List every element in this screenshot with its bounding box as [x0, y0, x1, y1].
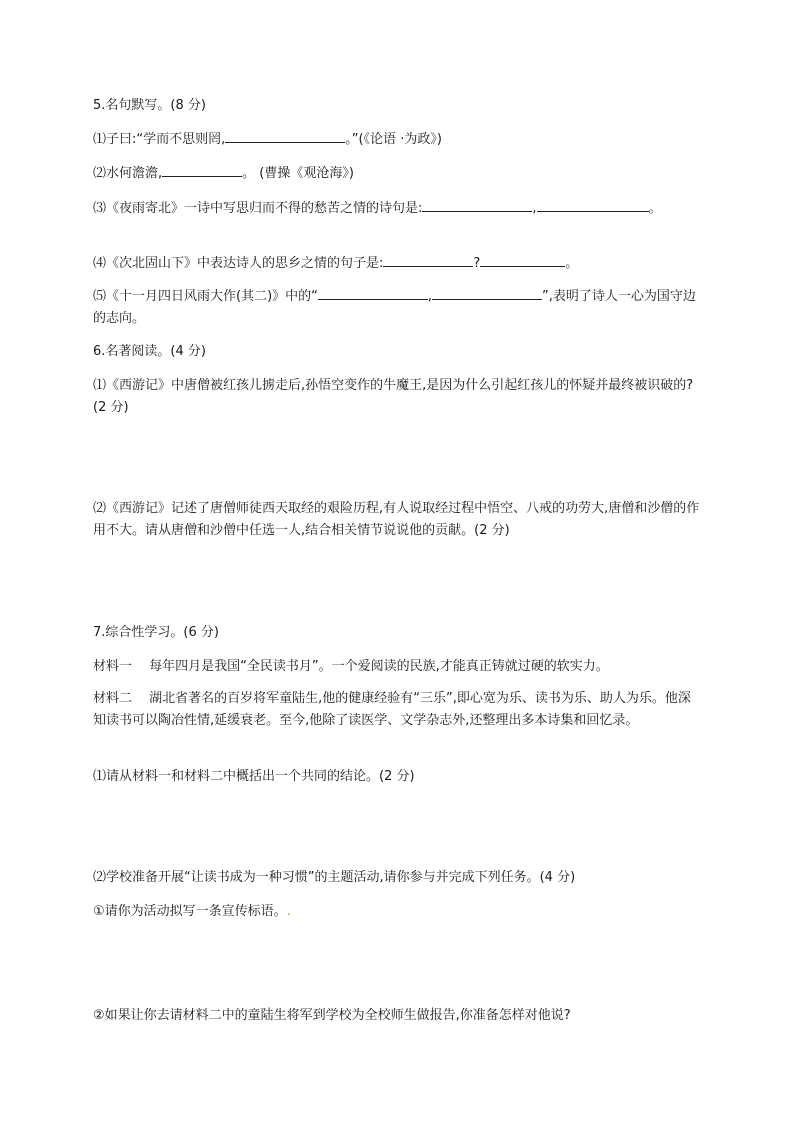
q5-item-4	[93, 254, 578, 273]
q5-item-4-sep: ?	[473, 256, 481, 271]
q5-item-5	[93, 286, 703, 330]
q5-item-3	[93, 199, 662, 218]
q7-title: 7.综合性学习。(6 分)	[93, 625, 219, 640]
q7-task-1-text: ①请你为活动拟写一条宣传标语。	[93, 904, 287, 919]
q7-sub-question-2: ⑵学校准备开展“让读书成为一种习惯”的主题活动,请你参与并完成下列任务。(4 分)	[93, 870, 576, 885]
q6-title: 6.名著阅读。(4 分)	[93, 344, 206, 359]
q7-material-2: 材料二 湖北省著名的百岁将军童陆生,他的健康经验有“三乐”,即心宽为乐、读书为乐、助人为乐。他深知读书可以陶冶性情,延缓衰老。至今,他除了读医学、文学杂志外,还整理出多本诗集和回忆录。	[93, 691, 691, 728]
q5-item-3-sep: ,	[532, 201, 537, 216]
q5-item-5-text: ⑸《十一月四日风雨大作(其二)》中的“	[93, 289, 318, 304]
q5-item-5-end: ”,表明了诗人一心为国守边的志向。	[93, 289, 696, 326]
answer-blank[interactable]	[318, 287, 428, 300]
q5-title: 5.名句默写。(8 分)	[93, 98, 206, 113]
answer-blank[interactable]	[480, 254, 565, 267]
q5-item-1-source: 。”(《论语 ·为政》)	[345, 132, 442, 147]
q5-item-3-end: 。	[648, 201, 662, 216]
q7-task-2: ②如果让你去请材料二中的童陆生将军到学校为全校师生做报告,你准备怎样对他说?	[93, 1008, 571, 1023]
q5-item-1	[93, 130, 442, 149]
answer-blank[interactable]	[432, 287, 542, 300]
q5-item-4-end: 。	[565, 256, 579, 271]
answer-blank[interactable]	[225, 130, 345, 143]
q5-item-1-text: ⑴子曰:“学而不思则罔,	[93, 132, 226, 147]
answer-blank[interactable]	[537, 199, 649, 212]
q7-material-1: 材料一 每年四月是我国“全民读书月”。一个爱阅读的民族,才能真正铸就过硬的软实力。	[93, 659, 609, 674]
q6-item-2: ⑵《西游记》记述了唐僧师徒西天取经的艰险历程,有人说取经过程中悟空、八戒的功劳大,唐僧和沙僧的作用不大。请从唐僧和沙僧中任选一人,结合相关情节说说他的贡献。(2 分)	[93, 501, 700, 538]
answer-blank[interactable]	[383, 254, 473, 267]
q5-item-2-text: ⑵水何澹澹,	[93, 166, 163, 181]
q5-item-4-text: ⑷《次北固山下》中表达诗人的思乡之情的句子是:	[93, 256, 384, 271]
answer-blank[interactable]	[162, 164, 242, 177]
q5-item-3-text: ⑶《夜雨寄北》一诗中写思归而不得的愁苦之情的诗句是:	[93, 201, 423, 216]
answer-blank[interactable]	[422, 199, 532, 212]
q5-item-5-sep: ,	[427, 289, 433, 304]
q7-task-1-mark: .	[286, 904, 291, 919]
q5-item-2-source: 。 (曹操《观沧海》)	[242, 166, 354, 181]
q6-item-1: ⑴《西游记》中唐僧被红孩儿掳走后,孙悟空变作的牛魔王,是因为什么引起红孩儿的怀疑并最终被识破的?(2 分)	[93, 378, 694, 415]
q7-sub-question-1: ⑴请从材料一和材料二中概括出一个共同的结论。(2 分)	[93, 769, 415, 784]
q5-item-2	[93, 164, 354, 183]
q7-task-1	[93, 903, 291, 921]
